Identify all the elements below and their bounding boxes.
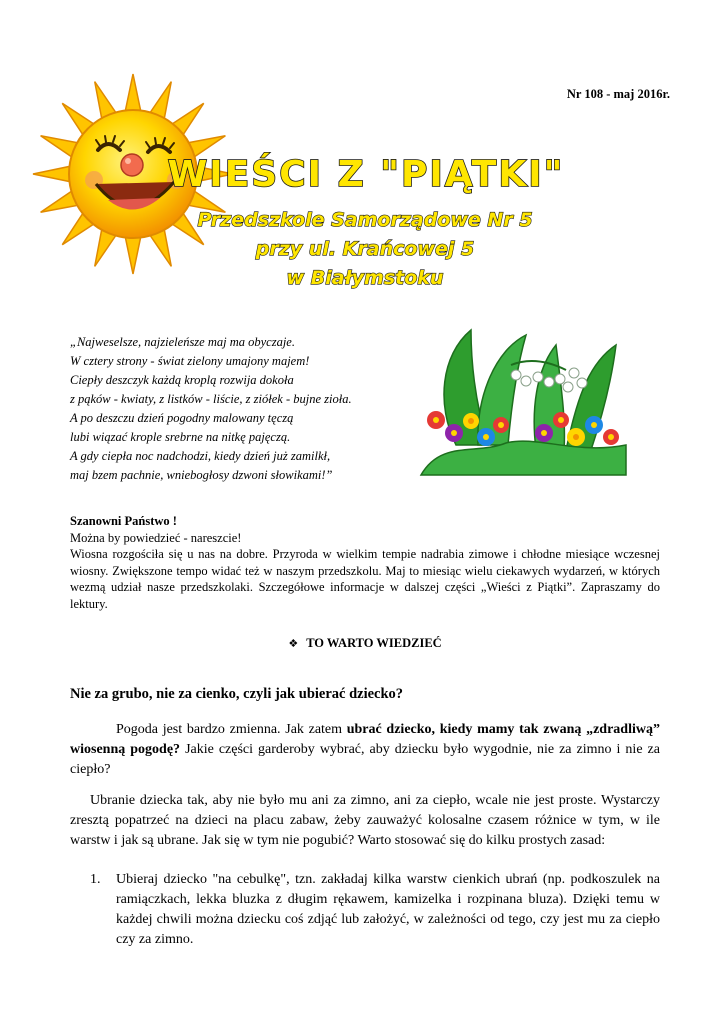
paragraph-text: Jakie części garderoby wybrać, aby dziecku było wygodnie, nie za zimno i nie za ciepło? [70,742,660,777]
list-item-text: Ubieraj dziecko "na cebulkę", tzn. zakładaj kilka warstw cienkich ubrań (np. podkoszulek na ramiączkach, lekka bluzka z długim rękawem, kamizelka i rozpinana bluza). Dzięki temu w każdej chwili można dziecku coś zdjąć lub założyć, w zależności od tego, czy jest mu za ciepło czy za zimno. [116,872,660,947]
paragraph-emphasis: ubrać dziecko, kiedy mamy tak zwaną „zdradliwą” wiosenną pogodę? [70,722,660,757]
poem [70,333,410,485]
school-name [197,200,533,300]
article-paragraph-1 [70,720,660,780]
poem-line: A gdy ciepła noc nadchodzi, kiedy dzień już zamilkł, [70,449,331,463]
poem-line: Ciepły deszczyk każdą kroplą rozwija dokoła [70,373,294,387]
greeting-body: Wiosna rozgościła się u nas na dobre. Przyroda w wielkim tempie nadrabia zimowe i chłodne miesiące wczesnej wiosny. Zwiększone tempo widać też w naszym przedszkolu. Maj to miesiąc wielu ciekawych wydarzeń, w których wezmą udział nasze przedszkolaki. Szczegółowe informacje w dalszej części „Wieści z Piątki”. Zapraszamy do lektury. [70,547,660,611]
poem-line: maj bzem pachnie, wniebogłosy dzwoni słowikami!” [70,468,333,482]
section-heading [70,636,660,651]
title-text: WIEŚCI Z "PIĄTKI" [167,154,565,195]
subtitle-line-1: Przedszkole Samorządowe Nr 5 [197,209,533,231]
subtitle-line-3: w Białymstoku [286,267,444,289]
article-heading: Nie za grubo, nie za cienko, czyli jak ubierać dziecko? [70,686,404,702]
poem-line: z pąków - kwiaty, z listków - liście, z ziółek - bujne zioła. [70,392,352,406]
poem-line: W cztery strony - świat zielony umajony majem! [70,354,310,368]
sun-ray [33,166,72,182]
list-item [70,870,660,950]
greeting-intro: Można by powiedzieć - nareszcie! [70,530,242,545]
subtitle-line-2: przy ul. Krańcowej 5 [255,238,475,260]
sun-ray [125,235,141,274]
newsletter-title [167,150,565,196]
lily-of-the-valley-flowers-icon [416,325,630,480]
diamond-bullet-icon: ❖ [288,637,299,650]
list-item-number: 1. [90,872,101,887]
poem-line: „Najweselsze, najzieleńsze maj ma obyczaje. [70,335,295,349]
section-title: TO WARTO WIEDZIEĆ [306,636,442,650]
article-paragraph-2 [70,791,660,851]
greeting-title: Szanowni Państwo ! [70,514,177,528]
poem-line: lubi wiązać krople srebrne na nitkę pajęczą. [70,430,291,444]
poem-line: A po deszczu dzień pogodny malowany tęczą [70,411,294,425]
advice-list [70,870,660,950]
issue-number: Nr 108 - maj 2016r. [566,87,670,101]
greeting-section [70,513,660,612]
sun-ray [125,74,141,113]
paragraph-text: Ubranie dziecka tak, aby nie było mu ani za zimno, ani za ciepło, wcale nie jest proste. Wystarczy zresztą popatrzeć na dzieci na placu zabaw, żeby zauważyć kolosalne czasem różnice w tym, w ile warstw i jak są ubrane. Jak się w tym nie pogubić? Warto stosować się do kilku prostych zasad: [70,793,660,848]
paragraph-text: Pogoda jest bardzo zmienna. Jak zatem [116,722,347,737]
